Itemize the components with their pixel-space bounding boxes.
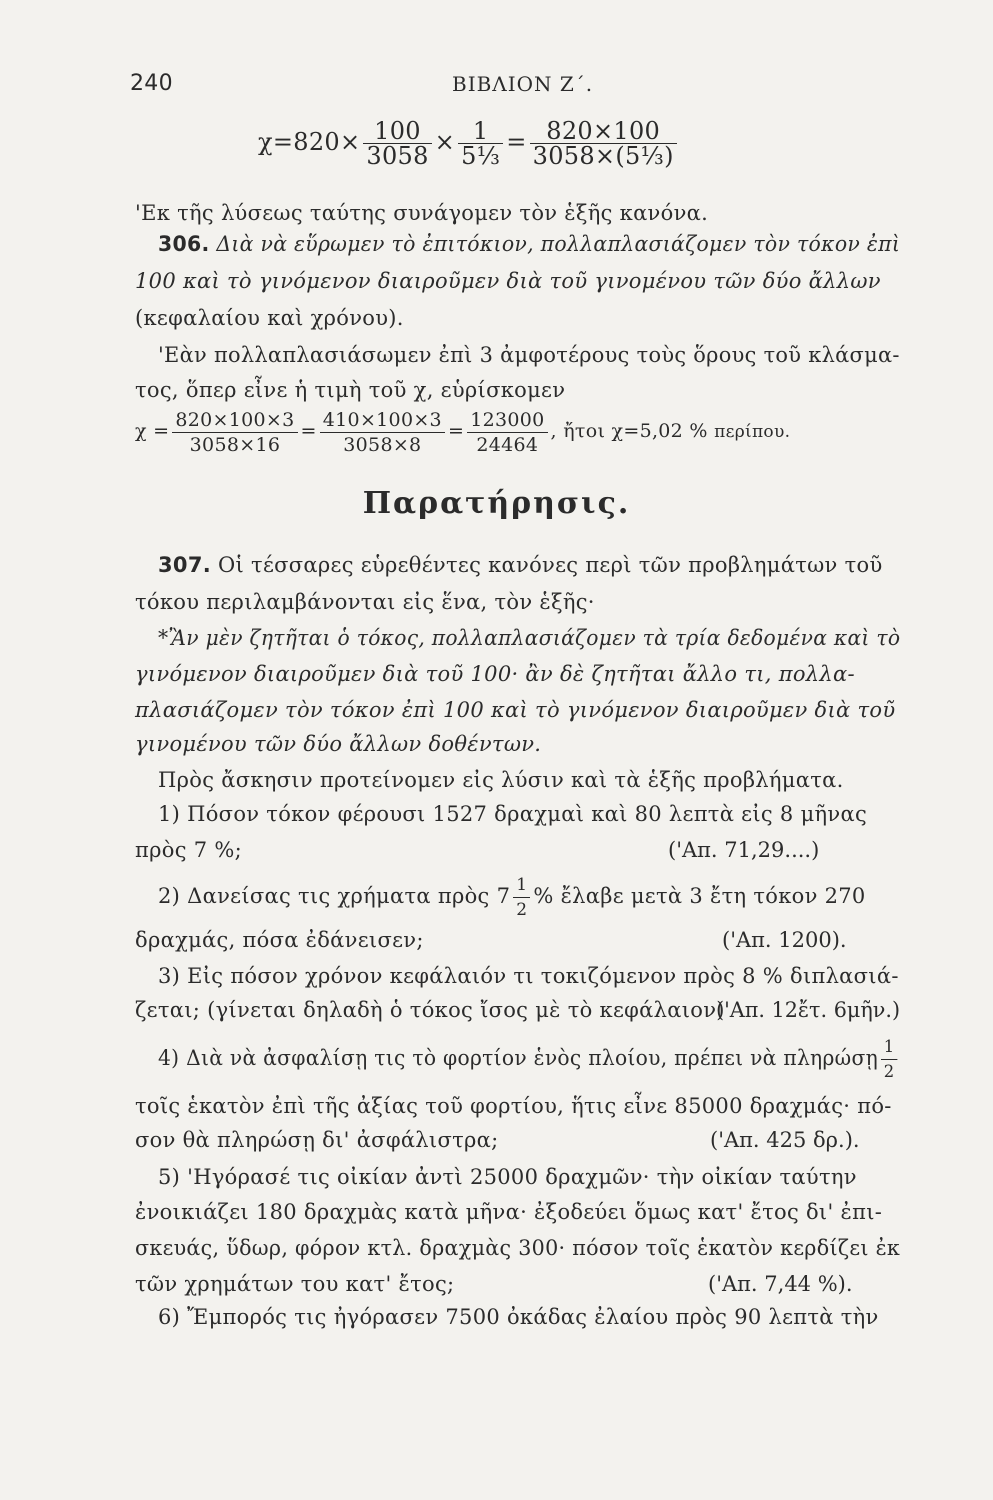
times-sign: ×: [434, 128, 456, 156]
fraction: [467, 408, 547, 457]
denominator: 2: [883, 1062, 895, 1082]
section-307-line-2: τόκου περιλαμβάνονται εἰς ἕνα, τὸν ἑξῆς·: [135, 590, 595, 614]
numerator: 1: [881, 1035, 898, 1060]
numerator: 410×100×3: [320, 408, 445, 433]
formula-2-lhs: χ =: [135, 420, 170, 442]
problem-5-line-2: ἐνοικιάζει 180 δραχμὰς κατὰ μῆνα· ἐξοδεύει ὅμως κατ' ἔτος δι' ἐπι-: [135, 1200, 883, 1224]
problem-4-answer: ('Απ. 425 δρ.).: [710, 1128, 860, 1152]
numerator: 820×100×3: [172, 408, 297, 433]
problem-2-answer: ('Απ. 1200).: [722, 928, 847, 952]
problem-text: 2) Δανείσας τις χρήματα πρὸς 7: [158, 884, 511, 908]
formula-2-result: , ἤτοι χ=5,02 %: [550, 420, 708, 442]
equals-sign: =: [447, 420, 465, 442]
running-title: ΒΙΒΛΙΟΝ Ζ΄.: [452, 72, 594, 96]
denominator: 3058×8: [343, 433, 422, 456]
section-heading: Παρατήρησις.: [362, 486, 631, 521]
paragraph-rule-intro: 'Εκ τῆς λύσεως ταύτης συνάγομεν τὸν ἑξῆς κανόνα.: [135, 201, 709, 225]
problem-4-line-2: τοῖς ἑκατὸν ἐπὶ τῆς ἀξίας τοῦ φορτίου, ἥτις εἶνε 85000 δραχμάς· πό-: [135, 1094, 892, 1118]
problem-1-line-1: 1) Πόσον τόκον φέρουσι 1527 δραχμαὶ καὶ 80 λεπτὰ εἰς 8 μῆνας: [158, 802, 868, 826]
fraction: [530, 119, 677, 168]
section-number: 307.: [158, 553, 212, 577]
denominator: 24464: [476, 433, 539, 456]
problem-4-line-1: [158, 1030, 900, 1086]
numerator: 1: [458, 119, 503, 144]
formula-1: [258, 112, 680, 172]
fraction: [363, 119, 431, 168]
equals-sign: =: [506, 128, 527, 156]
problem-5-line-3: σκευάς, ὕδωρ, φόρον κτλ. δραχμὰς 300· πόσον τοῖς ἑκατὸν κερδίζει ἐκ: [135, 1236, 901, 1260]
problem-5-answer: ('Απ. 7,44 %).: [708, 1272, 853, 1296]
problem-4-line-3: σον θὰ πληρώσῃ δι' ἀσφάλιστρα;: [135, 1128, 499, 1152]
numerator: 100: [363, 119, 431, 144]
problem-1-answer: ('Απ. 71,29....): [668, 838, 820, 862]
equals-sign: =: [300, 420, 317, 442]
section-307-line-1: [158, 551, 883, 579]
section-306-line-4: 'Εὰν πολλαπλασιάσωμεν ἐπὶ 3 ἀμφοτέρους τοὺς ὅρους τοῦ κλάσμα-: [158, 343, 900, 367]
problem-6-line-1: 6) Ἔμπορός τις ἠγόρασεν 7500 ὀκάδας ἐλαίου πρὸς 90 λεπτὰ τὴν: [158, 1305, 879, 1329]
problem-text: % ἔλαβε μετὰ 3 ἔτη τόκον 270: [533, 884, 866, 908]
numerator: 1: [513, 873, 530, 898]
formula-1-lhs: χ=820×: [258, 128, 361, 156]
denominator: 2: [516, 900, 528, 920]
denominator: 3058×(5⅓): [532, 142, 674, 170]
section-307-line-3: *Ἂν μὲν ζητῆται ὁ τόκος, πολλαπλασιάζομεν τὰ τρία δεδομένα καὶ τὸ: [158, 626, 901, 650]
rule-text: Διὰ νὰ εὕρωμεν τὸ ἐπιτόκιον, πολλαπλασιάζομεν τὸν τόκον ἐπὶ: [216, 232, 901, 256]
section-306-line-2: 100 καὶ τὸ γινόμενον διαιροῦμεν διὰ τοῦ γινομένου τῶν δύο ἄλλων: [135, 269, 881, 293]
problem-3-line-1: 3) Εἰς πόσον χρόνον κεφάλαιόν τι τοκιζόμενον πρὸς 8 % διπλασιά-: [158, 964, 899, 988]
fraction: [881, 1035, 898, 1084]
section-text: Οἱ τέσσαρες εὑρεθέντες κανόνες περὶ τῶν προβλημάτων τοῦ: [218, 553, 883, 577]
denominator: 3058×16: [189, 433, 281, 456]
numerator: 820×100: [530, 119, 677, 144]
numerator: 123000: [467, 408, 547, 433]
denominator: 3058: [366, 142, 429, 170]
fraction: [320, 408, 445, 457]
problem-text: 4) Διὰ νὰ ἀσφαλίσῃ τις τὸ φορτίον ἑνὸς πλοίου, πρέπει νὰ πληρώσῃ: [158, 1046, 879, 1070]
section-307-line-4: γινόμενον διαιροῦμεν διὰ τοῦ 100· ἂν δὲ ζητῆται ἄλλο τι, πολλα-: [135, 662, 855, 686]
problem-5-line-4: τῶν χρημάτων του κατ' ἔτος;: [135, 1272, 455, 1296]
page-number: 240: [130, 71, 173, 96]
approx-label: περίπου.: [714, 422, 791, 442]
section-307-line-5: πλασιάζομεν τὸν τόκον ἐπὶ 100 καὶ τὸ γινόμενον διαιροῦμεν διὰ τοῦ: [135, 698, 896, 722]
section-306-line-1: [158, 230, 900, 258]
formula-2: [135, 402, 790, 461]
section-306-line-3: (κεφαλαίου καὶ χρόνου).: [135, 306, 404, 330]
fraction: [172, 408, 297, 457]
fraction: [458, 119, 503, 168]
section-307-line-7: Πρὸς ἄσκησιν προτείνομεν εἰς λύσιν καὶ τὰ ἑξῆς προβλήματα.: [158, 768, 844, 792]
problem-2-line-2: δραχμάς, πόσα ἐδάνεισεν;: [135, 928, 424, 952]
section-307-line-6: γινομένου τῶν δύο ἄλλων δοθέντων.: [135, 732, 542, 756]
problem-3-line-2: ζεται; (γίνεται δηλαδὴ ὁ τόκος ἴσος μὲ τὸ κεφάλαιον): [135, 998, 725, 1022]
problem-1-line-2: πρὸς 7 %;: [135, 838, 242, 862]
problem-3-answer: ('Απ. 12ἔτ. 6μῆν.): [716, 998, 901, 1022]
problem-2-line-1: [158, 872, 866, 922]
problem-5-line-1: 5) 'Ηγόρασέ τις οἰκίαν ἀντὶ 25000 δραχμῶν· τὴν οἰκίαν ταύτην: [158, 1165, 857, 1189]
section-number: 306.: [158, 232, 210, 256]
fraction: [513, 873, 530, 922]
denominator: 5⅓: [461, 142, 501, 170]
section-306-line-5: τος, ὅπερ εἶνε ἡ τιμὴ τοῦ χ, εὑρίσκομεν: [135, 378, 566, 402]
